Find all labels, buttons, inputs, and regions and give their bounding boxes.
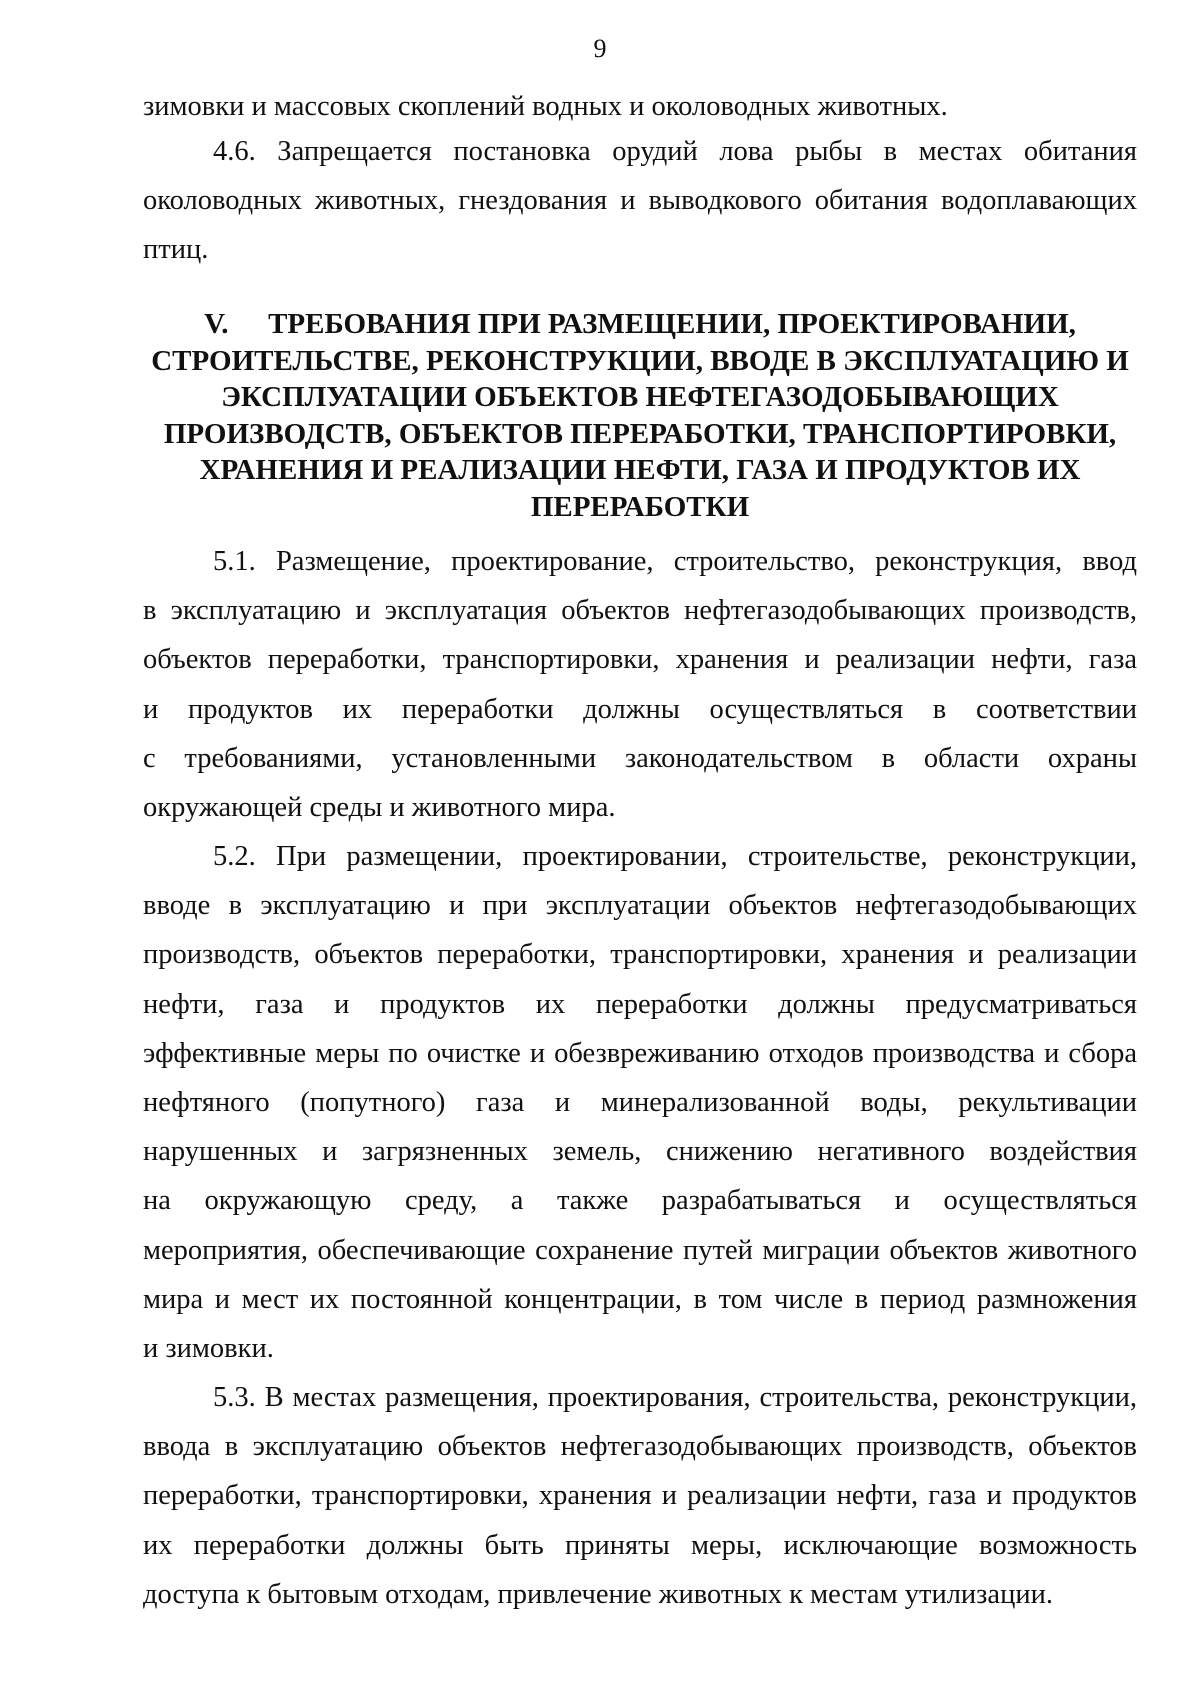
section-number: V. xyxy=(204,308,229,340)
paragraph-line: и зимовки. xyxy=(143,1333,274,1365)
paragraph-line: ввода в эксплуатацию объектов нефтегазодобывающих производств, объектов xyxy=(143,1431,1137,1463)
heading-line-text: ТРЕБОВАНИЯ ПРИ РАЗМЕЩЕНИИ, ПРОЕКТИРОВАНИИ, xyxy=(268,308,1076,340)
paragraph-line: нарушенных и загрязненных земель, снижению негативного воздействия xyxy=(143,1136,1137,1168)
paragraph-line: производств, объектов переработки, транспортировки, хранения и реализации xyxy=(143,939,1137,971)
page-number: 9 xyxy=(593,34,607,63)
paragraph-line: доступа к бытовым отходам, привлечение животных к местам утилизации. xyxy=(143,1578,1053,1610)
paragraph-line: переработки, транспортировки, хранения и реализации нефти, газа и продуктов xyxy=(143,1480,1137,1512)
paragraph-line: мероприятия, обеспечивающие сохранение путей миграции объектов животного xyxy=(143,1234,1137,1266)
paragraph-4-6 xyxy=(143,127,1137,275)
paragraph-line: нефтяного (попутного) газа и минерализованной воды, рекультивации xyxy=(143,1087,1137,1119)
section-heading xyxy=(143,306,1137,525)
paragraph-line: 5.1. Размещение, проектирование, строительство, реконструкция, ввод xyxy=(213,546,1137,577)
paragraph-line: окружающей среды и животного мира. xyxy=(143,792,616,824)
paragraph-line: эффективные меры по очистке и обезвреживанию отходов производства и сбора xyxy=(143,1037,1137,1069)
paragraph-line: их переработки должны быть приняты меры, исключающие возможность xyxy=(143,1529,1137,1561)
paragraph-line: птиц. xyxy=(143,234,209,266)
paragraph-line: и продуктов их переработки должны осуществляться в соответствии xyxy=(143,693,1137,725)
paragraph-5-3 xyxy=(143,1373,1137,1619)
heading-line: ПЕРЕРАБОТКИ xyxy=(530,490,750,523)
paragraph-line: зимовки и массовых скоплений водных и околоводных животных. xyxy=(143,91,948,122)
paragraph-line: нефти, газа и продуктов их переработки должны предусматриваться xyxy=(143,988,1137,1020)
heading-line: ПРОИЗВОДСТВ, ОБЪЕКТОВ ПЕРЕРАБОТКИ, ТРАНСПОРТИРОВКИ, xyxy=(163,417,1117,450)
heading-line: ЭКСПЛУАТАЦИИ ОБЪЕКТОВ НЕФТЕГАЗОДОБЫВАЮЩИХ xyxy=(221,381,1059,413)
paragraph-5-1 xyxy=(143,537,1137,832)
paragraph-line: 5.3. В местах размещения, проектирования, строительства, реконструкции, xyxy=(213,1382,1137,1413)
paragraph-continuation xyxy=(143,82,1137,131)
paragraph-line: 5.2. При размещении, проектировании, строительстве, реконструкции, xyxy=(213,841,1137,872)
paragraph-line: мира и мест их постоянной концентрации, в том числе в период размножения xyxy=(143,1283,1137,1315)
paragraph-line: в эксплуатацию и эксплуатация объектов нефтегазодобывающих производств, xyxy=(143,595,1137,627)
paragraph-line: объектов переработки, транспортировки, хранения и реализации нефти, газа xyxy=(143,644,1137,676)
paragraph-line: вводе в эксплуатацию и при эксплуатации объектов нефтегазодобывающих xyxy=(143,890,1137,922)
paragraph-line: с требованиями, установленными законодательством в области охраны xyxy=(143,742,1137,774)
paragraph-line: околоводных животных, гнездования и выводкового обитания водоплавающих xyxy=(143,185,1137,217)
paragraph-5-2 xyxy=(143,832,1137,1373)
paragraph-line: 4.6. Запрещается постановка орудий лова рыбы в местах обитания xyxy=(213,136,1137,167)
paragraph-line: на окружающую среду, а также разрабатываться и осуществляться xyxy=(143,1185,1137,1217)
heading-line: СТРОИТЕЛЬСТВЕ, РЕКОНСТРУКЦИИ, ВВОДЕ В ЭКСПЛУАТАЦИЮ И xyxy=(151,344,1129,377)
heading-line xyxy=(143,306,1137,343)
heading-line: ХРАНЕНИЯ И РЕАЛИЗАЦИИ НЕФТИ, ГАЗА И ПРОДУКТОВ ИХ xyxy=(199,454,1081,486)
